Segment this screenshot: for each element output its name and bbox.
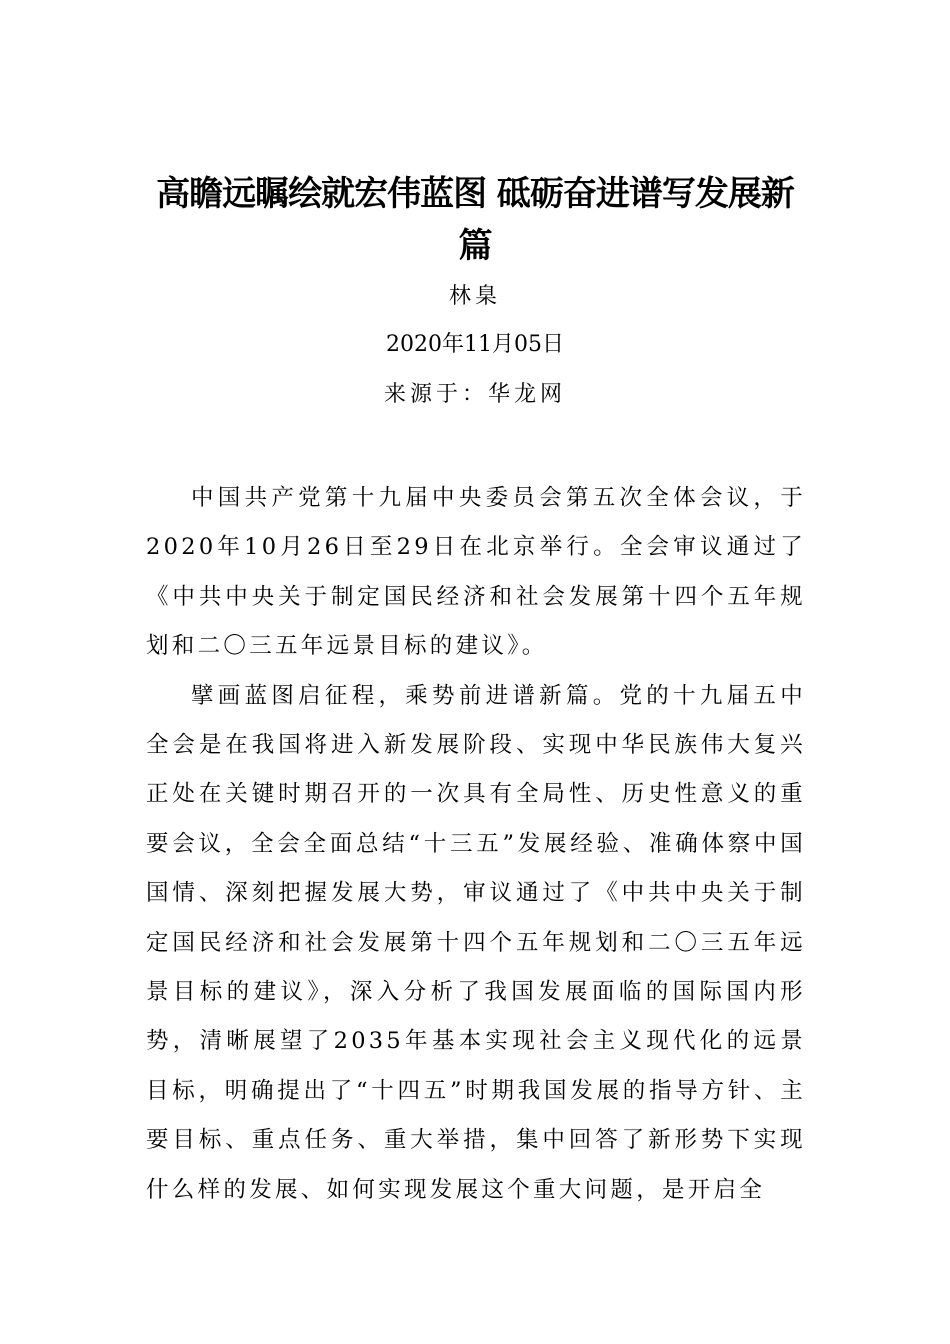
source-line: 来源于：华龙网 <box>383 382 566 407</box>
publish-date: 2020年11月05日 <box>386 332 564 357</box>
paragraph: 擘画蓝图启征程，乘势前进谱新篇。党的十九届五中全会是在我国将进入新发展阶段、实现中华民族伟大复兴正处在关键时期召开的一次具有全局性、历史性意义的重要会议，全会全面总结“十三五”发展经验、准确体察中国国情、深刻把握发展大势，审议通过了《中共中央关于制定国民经济和社会发展第十四个五年规划和二〇三五年远景目标的建议》，深入分析了我国发展面临的国际国内形势，清晰展望了2035年基本实现社会主义现代化的远景目标，明确提出了“十四五”时期我国发展的指导方针、主要目标、重点任务、重大举措，集中回答了新形势下实现什么样的发展、如何实现发展这个重大问题，是开启全 <box>146 682 806 1203</box>
article-body <box>146 474 806 1215</box>
paragraph: 中国共产党第十九届中央委员会第五次全体会议，于2020年10月26日至29日在北京举行。全会审议通过了《中共中央关于制定国民经济和社会发展第十四个五年规划和二〇三五年远景目标的建议》。 <box>146 485 806 660</box>
author: 林臬 <box>448 284 501 309</box>
document-title: 高瞻远瞩绘就宏伟蓝图 砥砺奋进谱写发展新篇 <box>156 174 794 266</box>
